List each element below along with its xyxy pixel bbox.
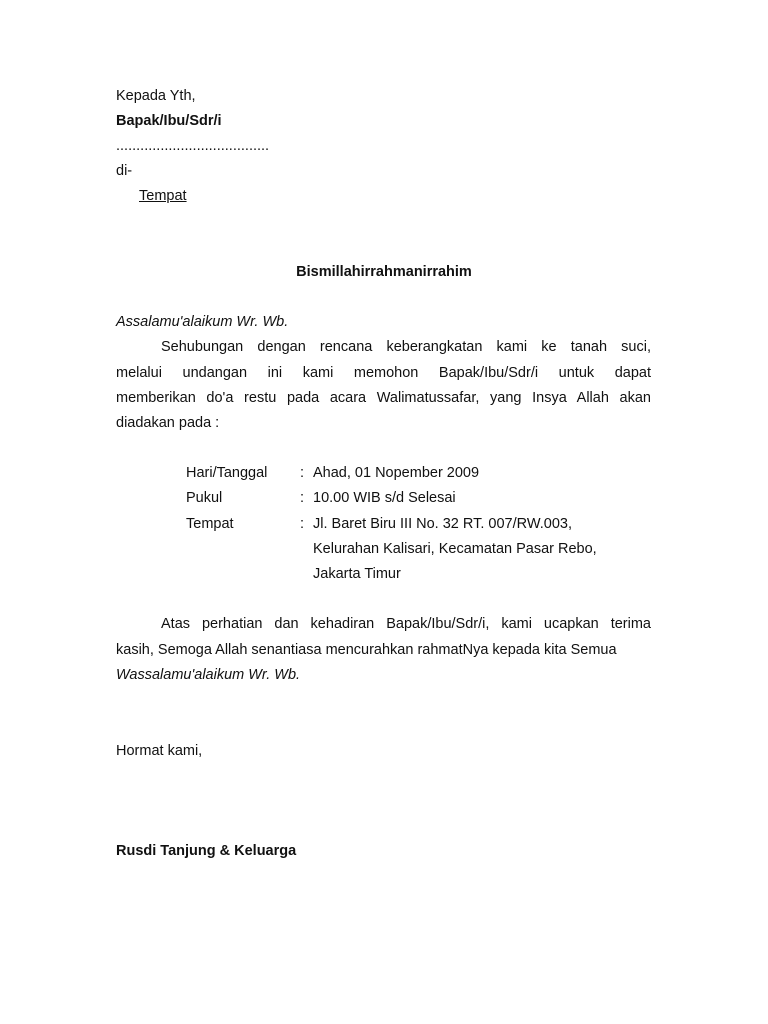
- recipient-di: di-: [116, 163, 133, 179]
- detail-day-value: Ahad, 01 Nopember 2009: [313, 465, 480, 481]
- detail-place-label: Tempat: [186, 516, 234, 532]
- salam-close: Wassalamu'alaikum Wr. Wb.: [116, 667, 301, 683]
- body-line-1: Sehubungan dengan rencana keberangkatan kami ke tanah suci,: [161, 339, 651, 355]
- detail-place-value-3: Jakarta Timur: [313, 566, 401, 582]
- salam-open: Assalamu'alaikum Wr. Wb.: [116, 314, 289, 330]
- detail-time-value: 10.00 WIB s/d Selesai: [313, 490, 456, 506]
- body-line-4: diadakan pada :: [116, 415, 220, 431]
- detail-place-colon: :: [300, 516, 305, 532]
- recipient-title: Bapak/Ibu/Sdr/i: [116, 113, 222, 129]
- closing-line-2: kasih, Semoga Allah senantiasa mencurahkan rahmatNya kepada kita Semua: [116, 642, 617, 658]
- detail-place-value-2: Kelurahan Kalisari, Kecamatan Pasar Rebo,: [313, 541, 597, 557]
- recipient-name-placeholder: ......................................: [116, 138, 270, 154]
- detail-day-colon: :: [300, 465, 305, 481]
- regards: Hormat kami,: [116, 743, 203, 759]
- detail-day-label: Hari/Tanggal: [186, 465, 268, 481]
- detail-time-colon: :: [300, 490, 305, 506]
- signature-name: Rusdi Tanjung & Keluarga: [116, 843, 297, 859]
- body-line-2: melalui undangan ini kami memohon Bapak/Ibu/Sdr/i untuk dapat: [116, 365, 651, 381]
- detail-time-label: Pukul: [186, 490, 223, 506]
- closing-line-1: Atas perhatian dan kehadiran Bapak/Ibu/Sdr/i, kami ucapkan terima: [161, 616, 651, 632]
- recipient-greeting: Kepada Yth,: [116, 88, 196, 104]
- recipient-place: Tempat: [139, 188, 187, 204]
- detail-place-value-1: Jl. Baret Biru III No. 32 RT. 007/RW.003,: [313, 516, 572, 532]
- bismillah-heading: Bismillahirrahmanirrahim: [296, 264, 472, 280]
- body-line-3: memberikan do'a restu pada acara Walimatussafar, yang Insya Allah akan: [116, 390, 651, 406]
